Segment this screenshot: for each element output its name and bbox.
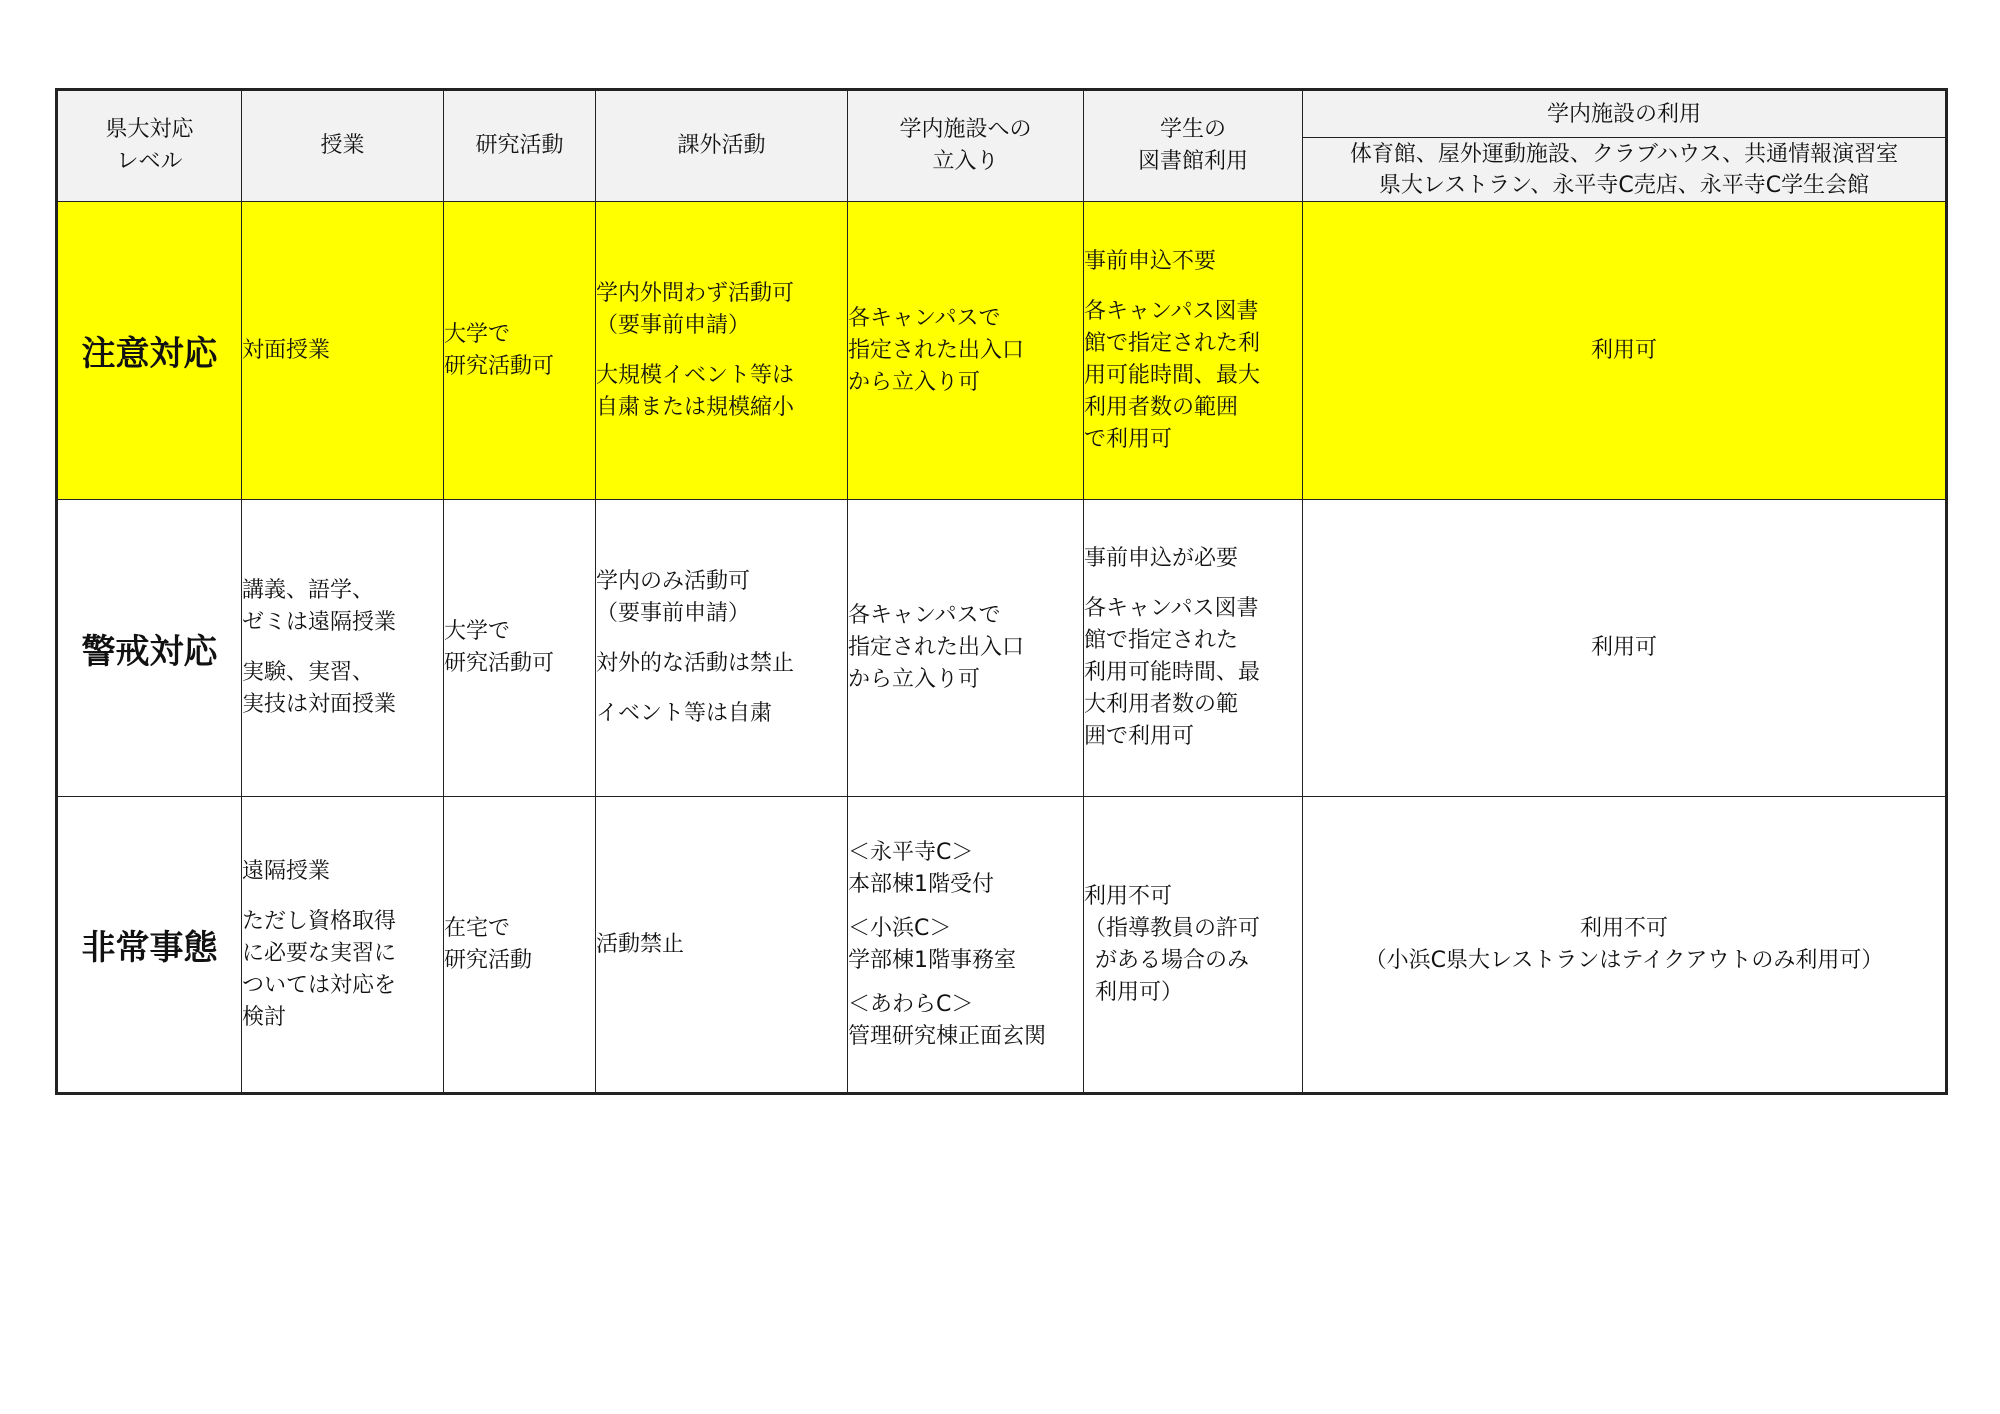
library-cell: 利用不可 （指導教員の許可 がある場合のみ 利用可） [1084, 797, 1303, 1094]
entry-cell: 各キャンパスで 指定された出入口 から立入り可 [848, 500, 1084, 797]
table-row [57, 500, 1947, 797]
classes-cell: 遠隔授業 ただし資格取得 に必要な実習に ついては対応を 検討 [242, 797, 444, 1094]
library-cell: 事前申込不要 各キャンパス図書 館で指定された利 用可能時間、最大 利用者数の範囲 で利用可 [1084, 202, 1303, 500]
header-entry: 学内施設への 立入り [848, 90, 1084, 202]
facilities-cell: 利用可 [1303, 202, 1947, 500]
header-facilities-list: 体育館、屋外運動施設、クラブハウス、共通情報演習室 県大レストラン、永平寺C売店、永平寺C学生会館 [1303, 138, 1947, 202]
level-emergency: 非常事態 [57, 797, 242, 1094]
research-cell: 大学で 研究活動可 [444, 500, 596, 797]
table-row [57, 202, 1947, 500]
research-cell: 大学で 研究活動可 [444, 202, 596, 500]
library-cell: 事前申込が必要 各キャンパス図書 館で指定された 利用可能時間、最 大利用者数の範 囲で利用可 [1084, 500, 1303, 797]
level-warning: 警戒対応 [57, 500, 242, 797]
classes-cell: 対面授業 [242, 202, 444, 500]
extracurricular-cell: 学内外問わず活動可 （要事前申請） 大規模イベント等は 自粛または規模縮小 [596, 202, 848, 500]
level-caution: 注意対応 [57, 202, 242, 500]
research-cell: 在宅で 研究活動 [444, 797, 596, 1094]
header-extracurricular: 課外活動 [596, 90, 848, 202]
extracurricular-cell: 学内のみ活動可 （要事前申請） 対外的な活動は禁止 イベント等は自粛 [596, 500, 848, 797]
classes-cell: 講義、語学、 ゼミは遠隔授業 実験、実習、 実技は対面授業 [242, 500, 444, 797]
entry-cell: ＜永平寺C＞ 本部棟1階受付 ＜小浜C＞ 学部棟1階事務室 ＜あわらC＞ 管理研究棟正面玄関 [848, 797, 1084, 1094]
header-facilities-group: 学内施設の利用 [1303, 90, 1947, 138]
header-library: 学生の 図書館利用 [1084, 90, 1303, 202]
table-row [57, 797, 1947, 1094]
extracurricular-cell: 活動禁止 [596, 797, 848, 1094]
facilities-cell: 利用不可 （小浜C県大レストランはテイクアウトのみ利用可） [1303, 797, 1947, 1094]
response-level-table [55, 88, 1948, 1095]
header-classes: 授業 [242, 90, 444, 202]
header-level: 県大対応 レベル [57, 90, 242, 202]
facilities-cell: 利用可 [1303, 500, 1947, 797]
entry-cell: 各キャンパスで 指定された出入口 から立入り可 [848, 202, 1084, 500]
header-research: 研究活動 [444, 90, 596, 202]
